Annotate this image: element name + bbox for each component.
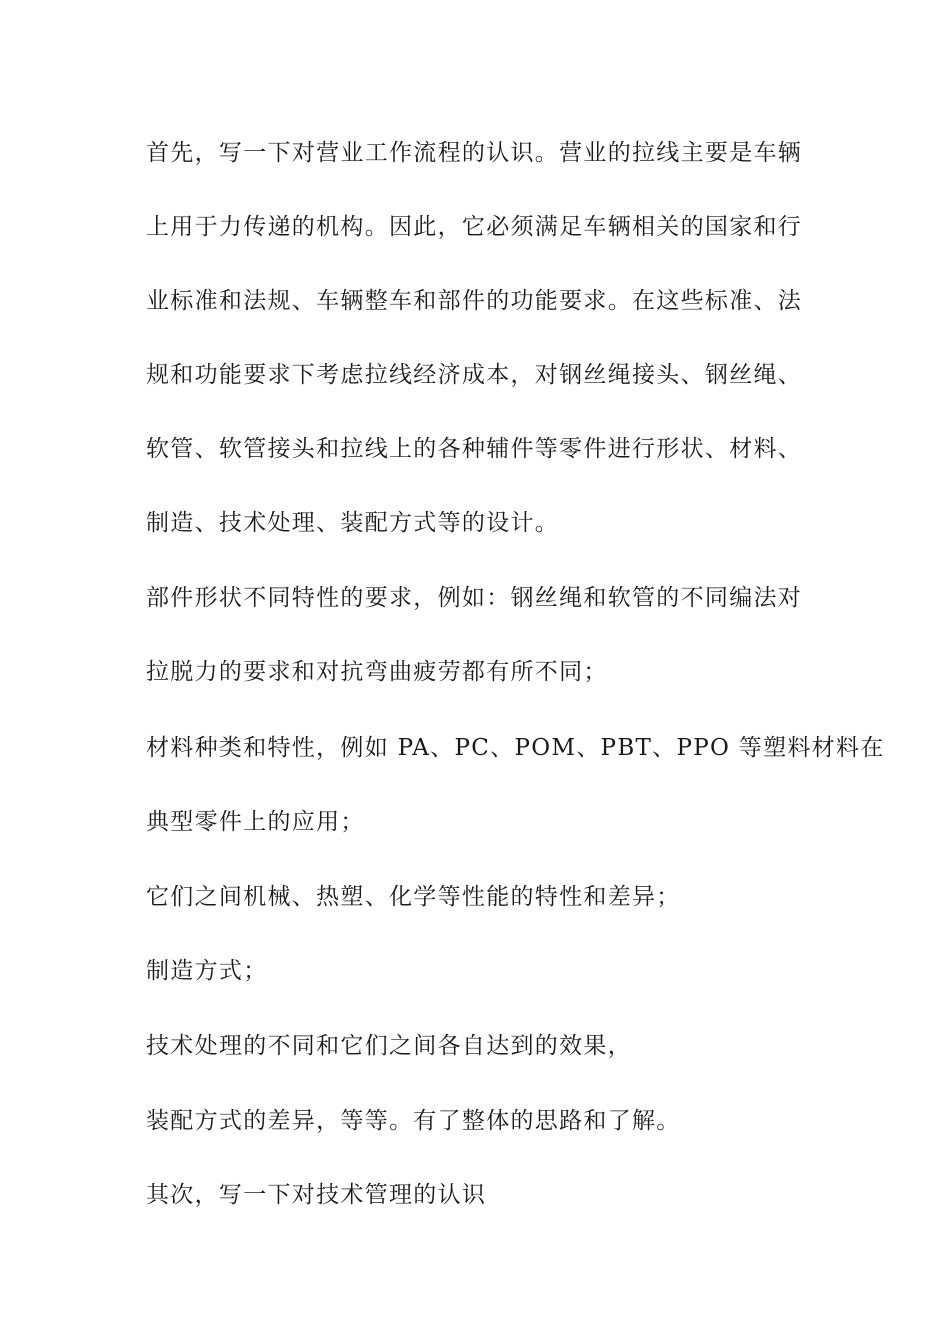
paragraph-line: 部件形状不同特性的要求，例如：钢丝绳和软管的不同编法对 bbox=[146, 585, 803, 611]
paragraph-line: 制造、技术处理、装配方式等的设计。 bbox=[146, 510, 560, 536]
paragraph-line: 规和功能要求下考虑拉线经济成本，对钢丝绳接头、钢丝绳、 bbox=[146, 362, 803, 388]
paragraph-line: 制造方式； bbox=[146, 958, 268, 984]
paragraph-line: 材料种类和特性，例如 PA、PC、POM、PBT、PPO 等塑料材料在 bbox=[146, 735, 885, 761]
paragraph-line: 首先，写一下对营业工作流程的认识。营业的拉线主要是车辆 bbox=[146, 140, 803, 166]
paragraph-line: 装配方式的差异，等等。有了整体的思路和了解。 bbox=[146, 1108, 681, 1134]
paragraph-line: 它们之间机械、热塑、化学等性能的特性和差异； bbox=[146, 884, 681, 910]
paragraph-line: 拉脱力的要求和对抗弯曲疲劳都有所不同； bbox=[146, 659, 608, 685]
paragraph-line: 典型零件上的应用； bbox=[146, 809, 365, 835]
paragraph-line: 业标准和法规、车辆整车和部件的功能要求。在这些标准、法 bbox=[146, 288, 803, 314]
paragraph-line: 技术处理的不同和它们之间各自达到的效果， bbox=[146, 1033, 632, 1059]
paragraph-line: 其次，写一下对技术管理的认识 bbox=[146, 1182, 487, 1208]
paragraph-line: 上用于力传递的机构。因此，它必须满足车辆相关的国家和行 bbox=[146, 214, 803, 240]
paragraph-line: 软管、软管接头和拉线上的各种辅件等零件进行形状、材料、 bbox=[146, 436, 803, 462]
